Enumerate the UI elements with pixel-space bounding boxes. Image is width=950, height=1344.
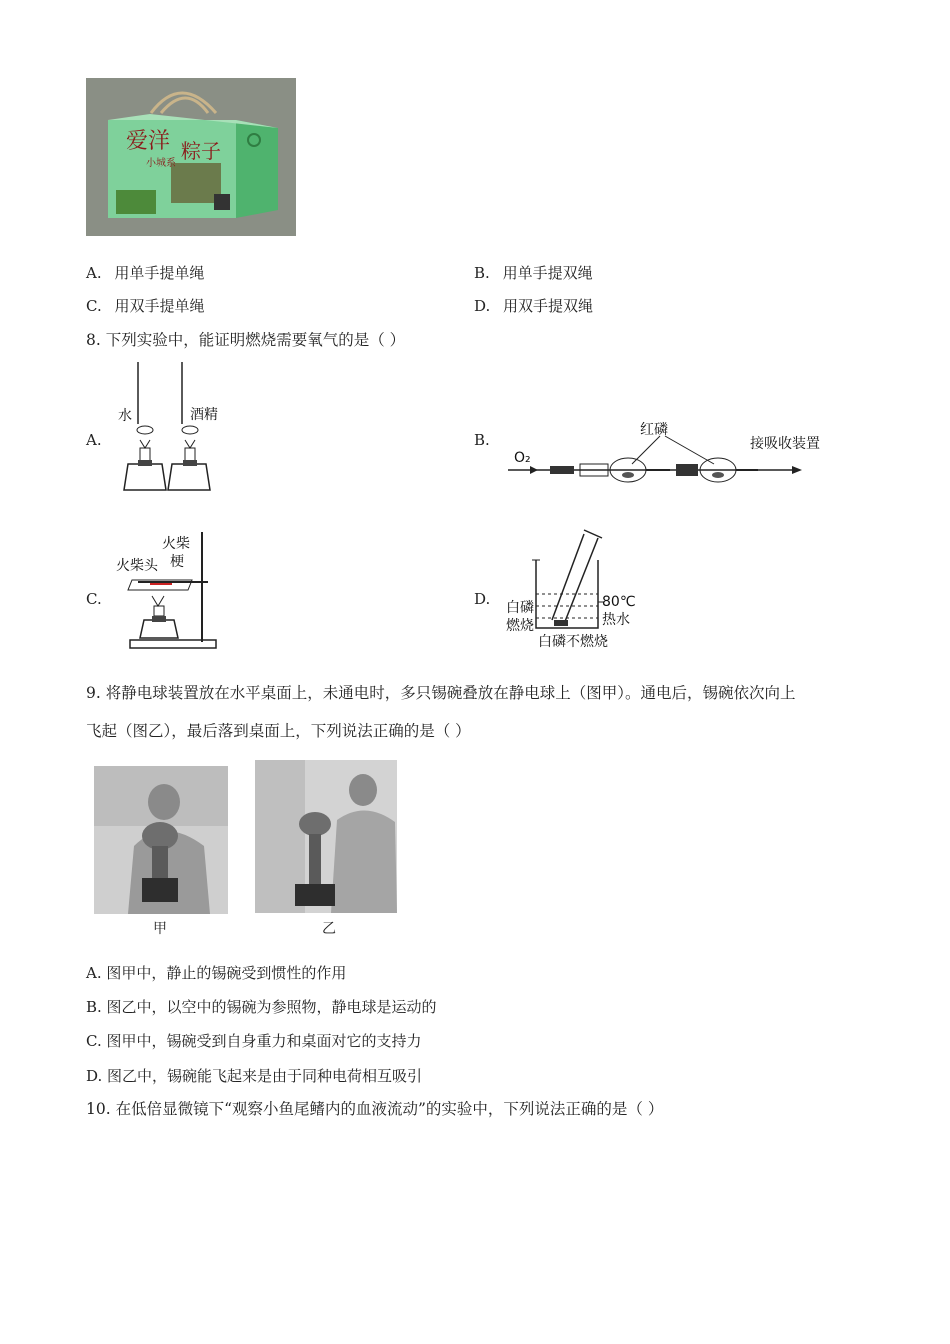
q7-option-b[interactable] — [474, 263, 593, 283]
q8-option-a-letter[interactable]: A. — [86, 431, 102, 449]
option-text: 用单手提单绳 — [114, 264, 205, 282]
label-stick: 梗 — [170, 554, 184, 570]
q8-option-d-letter[interactable]: D. — [474, 590, 491, 608]
label-oxygen: O₂ — [514, 450, 531, 466]
option-letter: A. — [86, 264, 102, 282]
q8-option-c-diagram[interactable] — [112, 528, 222, 652]
label-white-phosphorus: 白磷 — [506, 600, 534, 616]
caption-jia: 甲 — [153, 921, 167, 937]
gift-box-illustration — [86, 78, 296, 236]
label-burning: 燃烧 — [506, 618, 534, 634]
label-hot-water: 热水 — [602, 612, 630, 628]
q9-option-b[interactable]: B. 图乙中，以空中的锡碗为参照物，静电球是运动的 — [86, 998, 437, 1016]
photo-jia — [94, 766, 228, 914]
label-match: 火柴 — [162, 536, 190, 552]
q9-option-c[interactable]: C. 图甲中，锡碗受到自身重力和桌面对它的支持力 — [86, 1032, 422, 1050]
label-80c: 80℃ — [602, 594, 636, 610]
option-letter: C. — [86, 297, 102, 315]
q8-option-a-diagram[interactable] — [110, 362, 240, 497]
q8-option-b-diagram[interactable] — [500, 420, 845, 490]
q7-option-c[interactable] — [86, 296, 205, 316]
q7-option-a[interactable] — [86, 263, 204, 283]
q9-option-a[interactable]: A. 图甲中，静止的锡碗受到惯性的作用 — [86, 964, 347, 982]
photo-jia-illustration — [94, 766, 228, 914]
label-absorber: 接吸收装置 — [750, 436, 820, 452]
q9-question-line2: 飞起（图乙），最后落到桌面上，下列说法正确的是（ ） — [86, 722, 471, 740]
brand-sub: 小城系 — [146, 158, 176, 169]
photo-yi-illustration — [255, 760, 397, 913]
q8-question: 8. 下列实验中，能证明燃烧需要氧气的是（ ） — [86, 331, 406, 349]
q10-question: 10. 在低倍显微镜下“观察小鱼尾鳍内的血液流动”的实验中，下列说法正确的是（ ） — [86, 1100, 664, 1118]
q8-option-c-letter[interactable]: C. — [86, 590, 102, 608]
option-text: 用双手提双绳 — [503, 297, 594, 315]
brand-title-2: 粽子 — [181, 139, 221, 163]
label-match-head: 火柴头 — [116, 558, 158, 574]
q8-option-d-diagram[interactable] — [506, 524, 646, 652]
option-letter: D. — [474, 297, 491, 315]
label-red-phosphorus: 红磷 — [640, 422, 668, 438]
caption-yi: 乙 — [322, 921, 336, 937]
option-text: 用单手提双绳 — [502, 264, 593, 282]
label-not-burning: 白磷不燃烧 — [538, 634, 608, 650]
q9-option-d[interactable]: D. 图乙中，锡碗能飞起来是由于同种电荷相互吸引 — [86, 1067, 423, 1085]
option-letter: B. — [474, 264, 490, 282]
q9-question-line1: 9. 将静电球装置放在水平桌面上，未通电时，多只锡碗叠放在静电球上（图甲）。通电后，锡碗依次向上 — [86, 684, 796, 702]
option-text: 用双手提单绳 — [114, 297, 205, 315]
brand-title-1: 爱洋 — [126, 129, 171, 154]
label-alcohol: 酒精 — [190, 407, 218, 423]
photo-yi — [255, 760, 397, 913]
q8-option-b-letter[interactable]: B. — [474, 431, 490, 449]
label-water: 水 — [118, 408, 132, 424]
gift-box-photo — [86, 78, 296, 236]
q7-option-d[interactable] — [474, 296, 593, 316]
